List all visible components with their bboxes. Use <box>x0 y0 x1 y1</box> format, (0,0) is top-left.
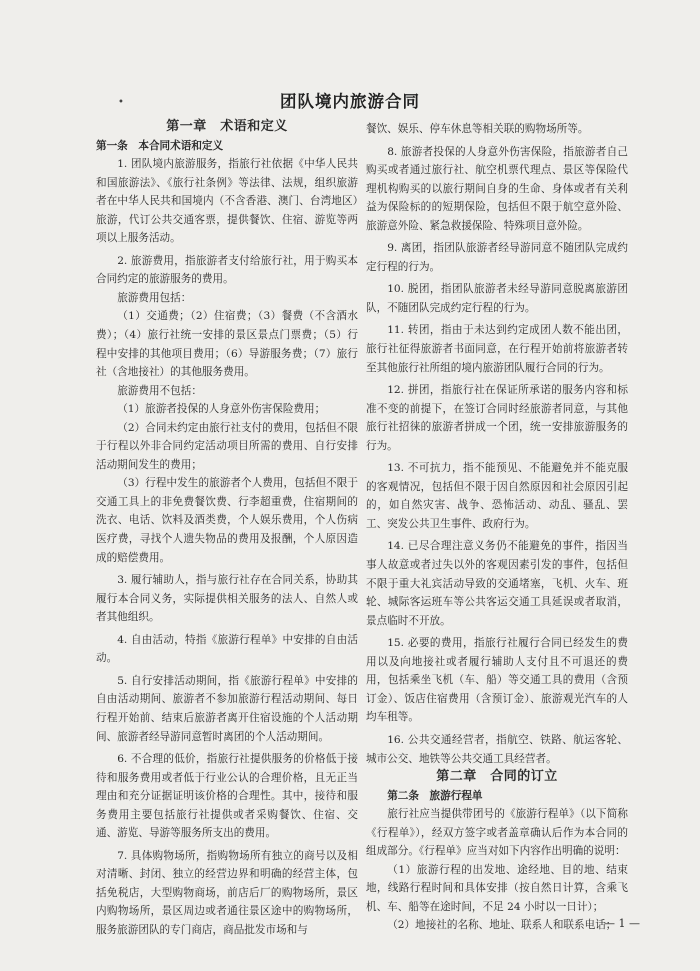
paragraph: 4. 自由活动，特指《旅游行程单》中安排的自由活动。 <box>96 633 358 665</box>
paragraph: 6. 不合理的低价，指旅行社提供服务的价格低于接待和服务费用或者低于行业公认的合理价格，且无正当理由和充分证据证明该价格的合理性。其中，接待和服务费用主要包括旅行社提供或者采购餐饮、住宿、交通、游览、导游等服务所支出的费用。 <box>96 753 358 840</box>
paragraph: （1）交通费；（2）住宿费；（3）餐费（不含酒水费）；（4）旅行社统一安排的景区景点门票费；（5）行程中安排的其他项目费用；（6）导游服务费；（7）旅行社（含地接社）的其他服务费用。 <box>96 310 358 379</box>
paragraph: 10. 脱团，指团队旅游者未经导游同意脱离旅游团队，不随团队完成约定行程的行为。 <box>366 283 628 314</box>
page-title: 团队境内旅游合同 <box>280 92 420 111</box>
paragraph: 7. 具体购物场所，指购物场所有独立的商号以及相对清晰、封闭、独立的经营边界和明确的经营主体，包括免税店，大型购物商场，前店后厂的购物场所，景区内购物场所，景区周边或者通往景区途中的购物场所，服务旅游团队的专门商店，商品批发市场和与 <box>96 849 358 936</box>
paragraph: 旅游费用不包括： <box>117 384 202 397</box>
paragraph: 3. 履行辅助人，指与旅行社存在合同关系，协助其履行本合同义务，实际提供相关服务的法人、自然人或者其他组织。 <box>96 574 358 624</box>
paragraph: 8. 旅游者投保的人身意外伤害保险，指旅游者自己购买或者通过旅行社、航空机票代理点、景区等保险代理机构购买的以旅行期间自身的生命、身体或者有关利益为保险标的的短期保险，包括但不限于航空意外险、旅游意外险、紧急救援保险、特殊项目意外险。 <box>366 145 628 232</box>
paragraph: （3）行程中发生的旅游者个人费用，包括但不限于交通工具上的非免费餐饮费、行李超重费，住宿期间的洗衣、电话、饮料及酒类费，个人娱乐费用，个人伤病医疗费，寻找个人遗失物品的费用及报酬，个人原因造成的赔偿费用。 <box>96 477 358 564</box>
paragraph: 16. 公共交通经营者，指航空、铁路、航运客轮、城市公交、地铁等公共交通工具经营者。 <box>366 733 628 765</box>
paragraph: 15. 必要的费用，指旅行社履行合同已经发生的费用以及向地接社或者履行辅助人支付且不可退还的费用，包括乘坐飞机（车、船）等交通工具的费用（含预订金）、饭店住宿费用（含预订金）、旅游观光汽车的人均车租等。 <box>366 637 628 724</box>
paragraph: （2）合同未约定由旅行社支付的费用，包括但不限于行程以外非合同约定活动项目所需的费用、自行安排活动期间发生的费用； <box>96 421 358 471</box>
left-column <box>96 118 358 940</box>
chapter-heading: 第一章 术语和定义 <box>166 119 288 134</box>
paragraph: 旅行社应当提供带团号的《旅游行程单》（以下简称《行程单》），经双方签字或者盖章确认后作为本合同的组成部分。《行程单》应当对如下内容作出明确的说明： <box>366 808 628 858</box>
right-column <box>366 120 628 935</box>
page-number: — 1 — <box>604 917 640 930</box>
paragraph: （2）地接社的名称、地址、联系人和联系电话； <box>387 919 617 932</box>
paragraph: 12. 拼团，指旅行社在保证所承诺的服务内容和标准不变的前提下，在签订合同时经旅游者同意，与其他旅行社招徕的旅游者拼成一个团，统一安排旅游服务的行为。 <box>366 384 628 452</box>
paragraph: （1）旅游者投保的人身意外伤害保险费用； <box>117 403 326 416</box>
paragraph: 旅游费用包括： <box>117 291 192 304</box>
paragraph: 1. 团队境内旅游服务，指旅行社依据《中华人民共和国旅游法》、《旅行社条例》等法律、法规，组织旅游者在中华人民共和国境内（不含香港、澳门、台湾地区）旅游，代订公共交通客票，提供餐饮、住宿、游览等两项以上服务活动。 <box>96 158 358 245</box>
paragraph: 餐饮、娱乐、停车休息等相关联的购物场所等。 <box>366 123 589 135</box>
paragraph: 9. 离团，指团队旅游者经导游同意不随团队完成约定行程的行为。 <box>366 242 628 273</box>
article-heading: 第二条 旅游行程单 <box>387 789 483 802</box>
paragraph: 11. 转团，指由于未达到约定成团人数不能出团，旅行社征得旅游者书面同意，在行程开始前将旅游者转至其他旅行社所组的境内旅游团队履行合同的行为。 <box>366 324 628 374</box>
paragraph: 2. 旅游费用，指旅游者支付给旅行社，用于购买本合同约定的旅游服务的费用。 <box>96 254 358 286</box>
article-heading: 第一条 本合同术语和定义 <box>96 139 224 152</box>
paragraph: 14. 已尽合理注意义务仍不能避免的事件，指因当事人故意或者过失以外的客观因素引发的事件，包括但不限于重大礼宾活动导致的交通堵塞，飞机、火车、班轮、城际客运班车等公共客运交通工具延误或者取消，景点临时不开放。 <box>366 540 628 627</box>
paragraph: 5. 自行安排活动期间，指《旅游行程单》中安排的自由活动期间、旅游者不参加旅游行程活动期间、每日行程开始前、结束后旅游者离开住宿设施的个人活动期间、旅游者经导游同意暂时离团的个人活动期间。 <box>96 674 358 743</box>
mark-dot: • <box>118 97 124 108</box>
chapter-heading: 第二章 合同的订立 <box>436 769 558 785</box>
paragraph: （1）旅游行程的出发地、途经地、目的地、结束地，线路行程时间和具体安排（按自然日计算，含乘飞机、车、船等在途时间，不足 24 小时以一日计）； <box>366 863 628 913</box>
paragraph: 13. 不可抗力，指不能预见、不能避免并不能克服的客观情况，包括但不限于因自然原因和社会原因引起的，如自然灾害、战争、恐怖活动、动乱、骚乱、罢工、突发公共卫生事件、政府行为。 <box>366 462 628 530</box>
